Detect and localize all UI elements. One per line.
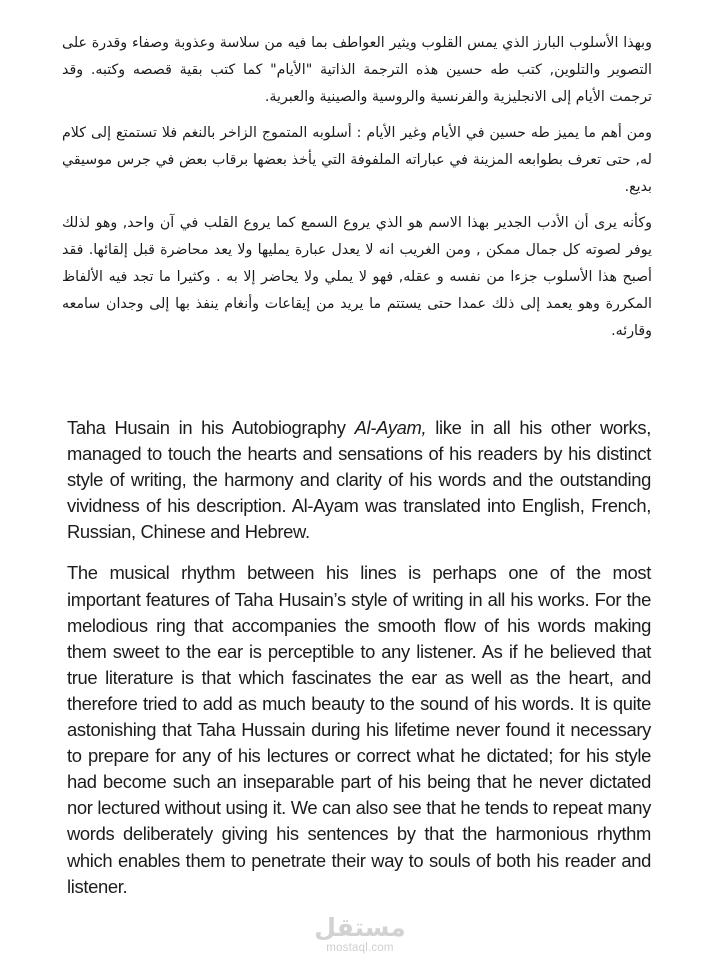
mostaql-watermark [312, 914, 408, 964]
english-paragraph-2: The musical rhythm between his lines is perhaps one of the most important features of Taha Husain’s style of writing in all his works. For the melodious ring that accompanies the smooth flow of his words making them sweet to the ear is perceptible to any listener. As if he believed that true literature is that which fascinates the ear as well as the heart, and therefore tried to add as much beauty to the sound of his words. It is quite astonishing that Taha Hussain during his lifetime never found it necessary to prepare for any of his lectures or correct what he dictated; for his style had become such an inseparable part of his being that he never dictated nor lectured without using it. We can also see that he tends to repeat many words deliberately giving his sentences by that the harmonious rhythm which enables them to penetrate their way to souls of both his reader and listener. [67, 562, 651, 897]
english-paragraph-1-body: like in all his other works, managed to touch the hearts and sensations of his readers by his distinct style of writing, the harmony and clarity of his words and the outstanding vividness of his description. Al-Ayam was translated into English, French, Russian, Chinese and Hebrew. [67, 417, 651, 543]
english-text-section [67, 415, 651, 915]
arabic-paragraph-2: ومن أهم ما يميز طه حسين في الأيام وغير الأيام : أسلوبه المتموج الزاخر بالنغم فلا تستمتع إلى كلام له, حتى تعرف بطوابعه المزينة في عباراته الملفوفة التي يأخذ بعضها برقاب بعض في جرس موسيقي بديع. [62, 125, 652, 195]
book-title-al-ayam: Al-Ayam, [354, 417, 427, 438]
english-paragraph-1-intro: Taha Husain in his Autobiography [67, 417, 355, 438]
arabic-paragraph-1: وبهذا الأسلوب البارز الذي يمس القلوب ويثير العواطف بما فيه من سلاسة وعذوبة وصفاء وقدرة على التصوير والتلوين, كتب طه حسين هذه الترجمة الذاتية "الأيام" كما كتب بقية قصصه وكتبه. وقد ترجمت الأيام إلى الانجليزية والفرنسية والروسية والصينية والعبرية. [62, 35, 652, 105]
watermark-logo-arabic: مستقل [314, 913, 406, 942]
arabic-paragraph-3: وكأنه يرى أن الأدب الجدير بهذا الاسم هو الذي يروع السمع كما يروع القلب في آن واحد, وهو لذلك يوفر لصوته كل جمال ممكن , ومن الغريب انه لا يعدل عبارة يمليها ولا يعد محاضرة قبل إلقائها. فقد أصبح هذا الأسلوب جزءا من نفسه و عقله, فهو لا يملي ولا يحاضر إلا به . وكثيرا ما تجد فيه الألفاظ المكررة وهو يعمد إلى ذلك عمدا حتى يستتم ما يريد من إيقاعات وأنغام ينفذ بها إلى وجدان سامعه وقارئه. [62, 215, 652, 339]
arabic-text-section [62, 30, 652, 354]
watermark-logo-url: mostaql.com [326, 942, 394, 954]
english-paragraph-1 [67, 415, 651, 545]
